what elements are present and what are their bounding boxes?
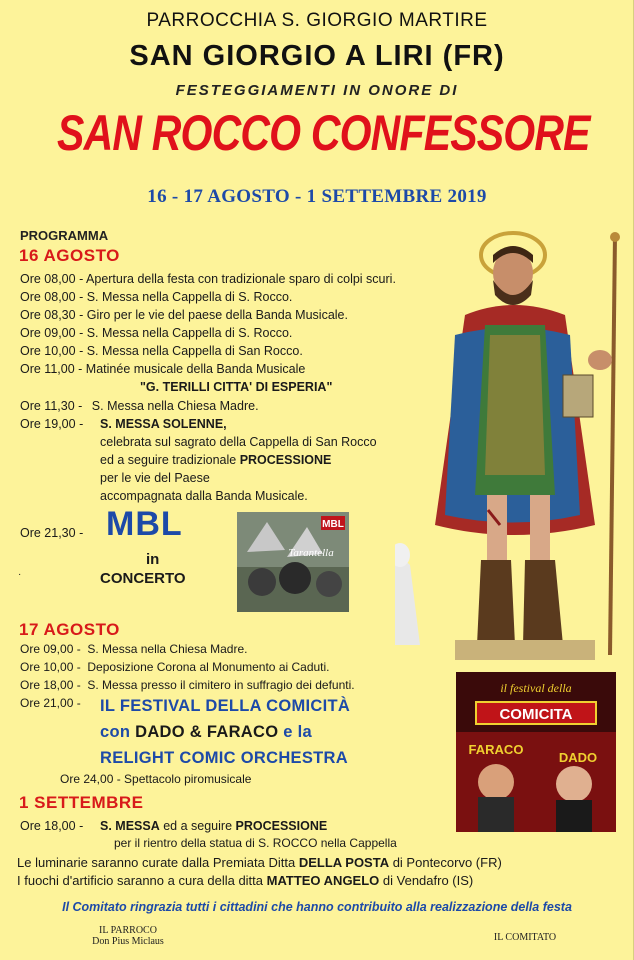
event-line: celebrata sul sagrato della Cappella di San Rocco bbox=[100, 435, 377, 449]
cd-script-text: Tarantella bbox=[288, 547, 334, 559]
day2-title: 17 AGOSTO bbox=[19, 620, 120, 639]
list-item bbox=[20, 658, 355, 676]
parroco-name: Don Pius Miclaus bbox=[92, 936, 164, 947]
event-time: Ore 08,30 - bbox=[20, 308, 84, 322]
fuochi-company: MATTEO ANGELO bbox=[266, 873, 380, 888]
list-item bbox=[20, 640, 355, 658]
event-1900-time: Ore 19,00 - bbox=[20, 417, 84, 431]
messa-label: S. MESSA bbox=[100, 819, 160, 833]
event-text: ed a seguire tradizionale bbox=[100, 453, 240, 467]
event-time: Ore 11,30 - bbox=[20, 399, 83, 413]
day3-time: Ore 18,00 - bbox=[20, 819, 84, 833]
event-time: Ore 09,00 - bbox=[20, 642, 81, 656]
luminarie-text: Le luminarie saranno curate dalla Premiata Ditta bbox=[17, 855, 299, 870]
luminarie-place: di Pontecorvo (FR) bbox=[389, 855, 502, 870]
cd-logo-text: MBL bbox=[322, 519, 344, 530]
festival-con: con bbox=[100, 723, 136, 741]
event-text: Matinée musicale della Banda Musicale bbox=[85, 362, 306, 376]
festival-line-1: IL FESTIVAL DELLA COMICITÀ bbox=[100, 697, 351, 715]
event-time: Ore 08,00 - bbox=[20, 272, 84, 286]
day3-line-1 bbox=[100, 817, 327, 835]
concert-in: in bbox=[146, 551, 160, 568]
comedy-dado-text: DADO bbox=[558, 750, 598, 765]
comedy-top-text: il festival della bbox=[500, 681, 572, 695]
event-text: S. Messa nella Cappella di S. Rocco. bbox=[86, 290, 293, 304]
messa-solenne-title: S. MESSA SOLENNE, bbox=[100, 417, 227, 431]
programma-label: PROGRAMMA bbox=[20, 228, 109, 243]
dot-mark: · bbox=[18, 569, 22, 580]
event-text: Spettacolo piromusicale bbox=[124, 772, 252, 786]
thanks-message: Il Comitato ringrazia tutti i cittadini che hanno contribuito alla realizzazione della festa bbox=[62, 900, 572, 914]
luminarie-line bbox=[17, 855, 502, 870]
event-time: Ore 11,00 - bbox=[20, 362, 83, 376]
event-text: S. Messa presso il cimitero in suffragio dei defunti. bbox=[87, 678, 355, 692]
event-text: S. Messa nella Chiesa Madre. bbox=[91, 399, 259, 413]
mbl-cd-cover-image bbox=[237, 512, 349, 612]
event-1900-details bbox=[100, 415, 377, 505]
festival-artists: DADO & FARACO bbox=[135, 723, 279, 741]
day1-events-list bbox=[20, 270, 396, 378]
day3-line-2: per il rientro della statua di S. ROCCO nella Cappella bbox=[114, 836, 397, 850]
event-time: Ore 10,00 - bbox=[20, 344, 84, 358]
day3-title: 1 SETTEMBRE bbox=[19, 793, 144, 812]
list-item bbox=[20, 676, 355, 694]
festeggiamenti-subtitle: FESTEGGIAMENTI IN ONORE DI bbox=[175, 82, 459, 99]
event-text: Giro per le vie del paese della Banda Musicale. bbox=[86, 308, 348, 322]
list-item bbox=[20, 342, 396, 360]
event-line bbox=[100, 451, 377, 469]
comitato-signature: IL COMITATO bbox=[493, 932, 557, 943]
event-time: Ore 18,00 - bbox=[20, 678, 81, 692]
event-text: Deposizione Corona al Monumento ai Caduti. bbox=[87, 660, 330, 674]
event-1130 bbox=[20, 397, 259, 415]
day1-title: 16 AGOSTO bbox=[19, 246, 120, 265]
parroco-signature bbox=[78, 925, 178, 947]
fuochi-text: I fuochi d'artificio saranno a cura della ditta bbox=[17, 873, 267, 888]
parish-title: PARROCCHIA S. GIORGIO MARTIRE bbox=[146, 10, 488, 31]
event-line: accompagnata dalla Banda Musicale. bbox=[100, 489, 308, 503]
event-time: Ore 09,00 - bbox=[20, 326, 84, 340]
festival-line-3: RELIGHT COMIC ORCHESTRA bbox=[100, 749, 348, 767]
list-item bbox=[20, 324, 396, 342]
festival-dates: 16 - 17 AGOSTO - 1 SETTEMBRE 2019 bbox=[147, 186, 487, 207]
event-time: Ore 10,00 - bbox=[20, 660, 81, 674]
event-text: S. Messa nella Cappella di S. Rocco. bbox=[86, 326, 293, 340]
band-name: "G. TERILLI CITTA' DI ESPERIA" bbox=[140, 380, 333, 394]
town-title: SAN GIORGIO A LIRI (FR) bbox=[129, 40, 505, 72]
list-item bbox=[20, 270, 396, 288]
event-text: S. Messa nella Cappella di San Rocco. bbox=[86, 344, 303, 358]
saint-statue-image bbox=[395, 225, 630, 660]
event-time: Ore 21,00 - bbox=[20, 696, 81, 710]
event-time: Ore 08,00 - bbox=[20, 290, 84, 304]
event-2130-time: Ore 21,30 - bbox=[20, 526, 84, 540]
concert-band-name: MBL bbox=[106, 505, 183, 543]
fuochi-place: di Vendafro (IS) bbox=[379, 873, 474, 888]
processione-label: PROCESSIONE bbox=[235, 819, 328, 833]
event-text: Apertura della festa con tradizionale sparo di colpi scuri. bbox=[86, 272, 396, 286]
list-item bbox=[20, 306, 396, 324]
list-item bbox=[20, 360, 396, 378]
luminarie-company: DELLA POSTA bbox=[298, 855, 390, 870]
event-line: per le vie del Paese bbox=[100, 471, 210, 485]
event-2400 bbox=[60, 770, 251, 788]
fuochi-line bbox=[17, 873, 473, 888]
parroco-label: IL PARROCO bbox=[99, 925, 157, 936]
list-item bbox=[20, 288, 396, 306]
festival-e-la: e la bbox=[278, 723, 312, 741]
event-time: Ore 24,00 - bbox=[60, 772, 121, 786]
comedy-banner-text: COMICITA bbox=[499, 706, 573, 723]
comedy-faraco-text: FARACO bbox=[468, 742, 524, 757]
festival-line-2 bbox=[100, 723, 312, 742]
processione-label: PROCESSIONE bbox=[239, 453, 332, 467]
concert-word: CONCERTO bbox=[100, 570, 186, 587]
event-text: ed a seguire bbox=[159, 819, 236, 833]
event-text: S. Messa nella Chiesa Madre. bbox=[87, 642, 248, 656]
saint-title: SAN ROCCO CONFESSORE bbox=[57, 105, 590, 161]
comicita-festival-image bbox=[456, 672, 616, 832]
